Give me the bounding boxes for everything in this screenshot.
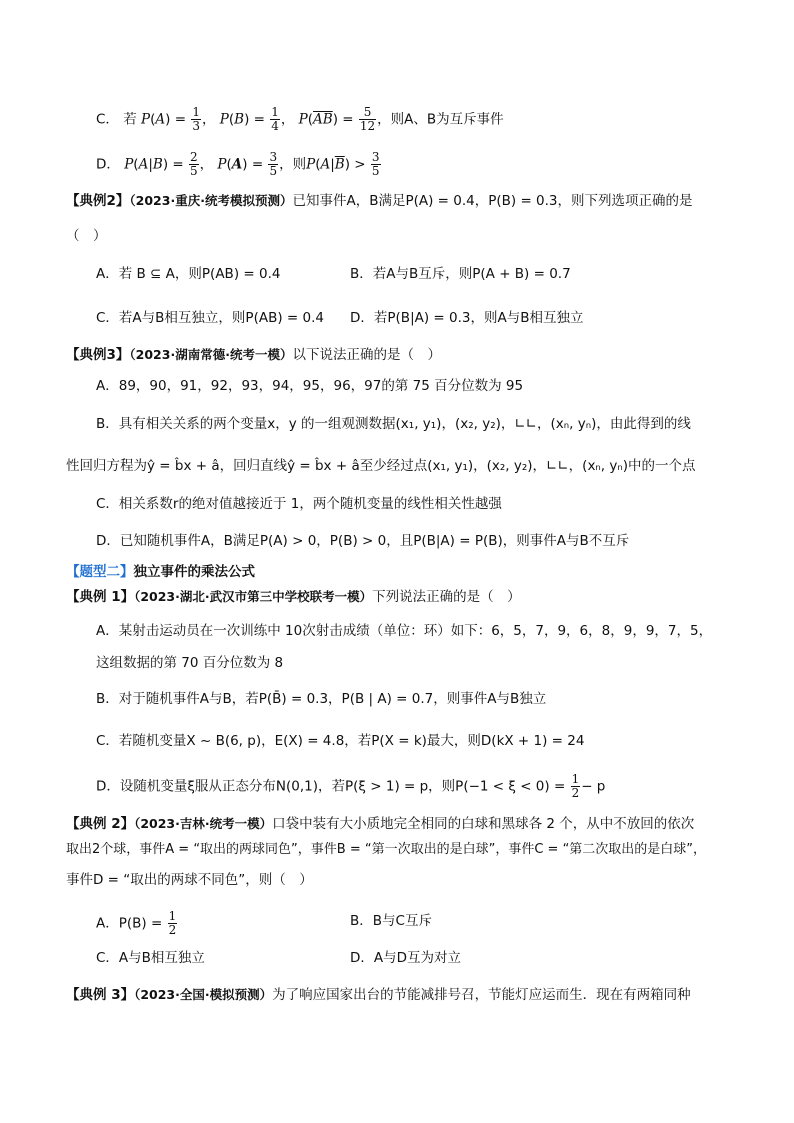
type2-example-1-option-c: C．若随机变量X ~ B(6, p)，E(X) = 4.8，若P(X = k)最大，则D(kX + 1) = 24 xyxy=(96,733,585,749)
type2-example-2-stem-line3: 事件D = “取出的两球不同色”，则（ ） xyxy=(66,872,313,888)
fraction: $\frac{1}{2}$ xyxy=(168,909,177,937)
type2-example-2-stem-line1: 【典例 2】（2023·吉林·统考一模）口袋中装有大小质地完全相同的白球和黑球各 2 个，从中不放回的依次 xyxy=(66,816,695,832)
example-3-stem: 【典例3】（2023·湖南常德·统考一模）以下说法正确的是（ ） xyxy=(66,347,441,363)
type2-example-2-option-b: B．B与C互斥 xyxy=(350,913,432,929)
type2-example-2-option-c: C．A与B相互独立 xyxy=(96,950,205,966)
example-2-stem: 【典例2】（2023·重庆·统考模拟预测）已知事件A，B满足P(A) = 0.4，P(B) = 0.3，则下列选项正确的是 xyxy=(66,193,693,209)
type2-example-2-option-a: A．P(B) = $\frac{1}{2}$ xyxy=(96,909,177,937)
type2-example-1-option-d: D．设随机变量ξ服从正态分布N(0,1)，若P(ξ > 1) = p，则P(−1 < ξ < 0) = $\frac{1}{2}$ − p xyxy=(96,772,606,800)
example-2-paren: （ ） xyxy=(66,228,107,244)
example-2-option-c: C．若A与B相互独立，则P(AB) = 0.4 xyxy=(96,310,324,326)
fraction: $\frac{3}{5}$ xyxy=(371,150,380,178)
type2-example-3-stem: 【典例 3】（2023·全国·模拟预测）为了响应国家出台的节能减排号召，节能灯应运而生．现在有两箱同种 xyxy=(66,987,691,1003)
example-3-option-d: D．已知随机事件A，B满足P(A) > 0，P(B) > 0，且P(B|A) = P(B)，则事件A与B不互斥 xyxy=(96,533,630,549)
type2-example-1-option-a-line1: A．某射击运动员在一次训练中 10次射击成绩（单位：环）如下：6，5，7，9，6，8，9，9，7，5， xyxy=(96,623,713,639)
type2-example-1-stem: 【典例 1】（2023·湖北·武汉市第三中学校联考一模）下列说法正确的是（ ） xyxy=(66,589,521,605)
type2-example-1-option-a-line2: 这组数据的第 70 百分位数为 8 xyxy=(96,655,284,671)
example-2-option-b: B．若A与B互斥，则P(A + B) = 0.7 xyxy=(350,266,571,282)
option-d-prev: D． P(A|B) = $\frac{2}{5}$ ， P(A) = $\frac{3}{5}$ ，则$P(A|\overline{B})$ > $\frac{3}{5}$ xyxy=(96,150,380,178)
type2-example-2-stem-line2: 取出2个球，事件A = “取出的两球同色”，事件B = “第一次取出的是白球”，事件C = “第二次取出的是白球”， xyxy=(66,842,707,857)
section-type-2: 【题型二】独立事件的乘法公式 xyxy=(66,564,255,580)
fraction: $\frac{1}{2}$ xyxy=(571,772,580,800)
fraction: $\frac{1}{4}$ xyxy=(271,105,279,133)
type2-example-2-option-d: D．A与D互为对立 xyxy=(350,950,462,966)
example-2-option-a: A．若 B ⊆ A，则P(AB) = 0.4 xyxy=(96,266,281,282)
example-3-option-c: C．相关系数r的绝对值越接近于 1，两个随机变量的线性相关性越强 xyxy=(96,496,502,512)
fraction: $\frac{1}{3}$ xyxy=(192,105,200,133)
example-2-option-d: D．若P(B|A) = 0.3，则A与B相互独立 xyxy=(350,310,584,326)
example-3-option-a: A．89，90，91，92，93，94，95，96，97的第 75 百分位数为 95 xyxy=(96,378,524,394)
option-c-prev: C． 若 P(A) = $\frac{1}{3}$ ， P(B) = $\frac{1}{4}$ ， $P(\overline{AB})$ = $\frac{5}{12}$ ，则A、B为互斥事件 xyxy=(96,105,504,133)
example-3-option-b-line2: 性回归方程为ŷ = b̂x + â，回归直线ŷ = b̂x + â至少经过点(x₁, y₁)，(x₂, y₂)，∟∟，(xₙ, yₙ)中的一个点 xyxy=(66,458,696,474)
type2-example-1-option-b: B．对于随机事件A与B，若P(B̄) = 0.3，P(B | A) = 0.7，则事件A与B独立 xyxy=(96,691,547,707)
fraction: $\frac{5}{12}$ xyxy=(359,105,376,133)
fraction: $\frac{3}{5}$ xyxy=(269,150,278,178)
fraction: $\frac{2}{5}$ xyxy=(189,150,198,178)
example-3-option-b-line1: B．具有相关关系的两个变量x，y 的一组观测数据(x₁, y₁)，(x₂, y₂)，∟∟，(xₙ, yₙ)，由此得到的线 xyxy=(96,416,691,432)
